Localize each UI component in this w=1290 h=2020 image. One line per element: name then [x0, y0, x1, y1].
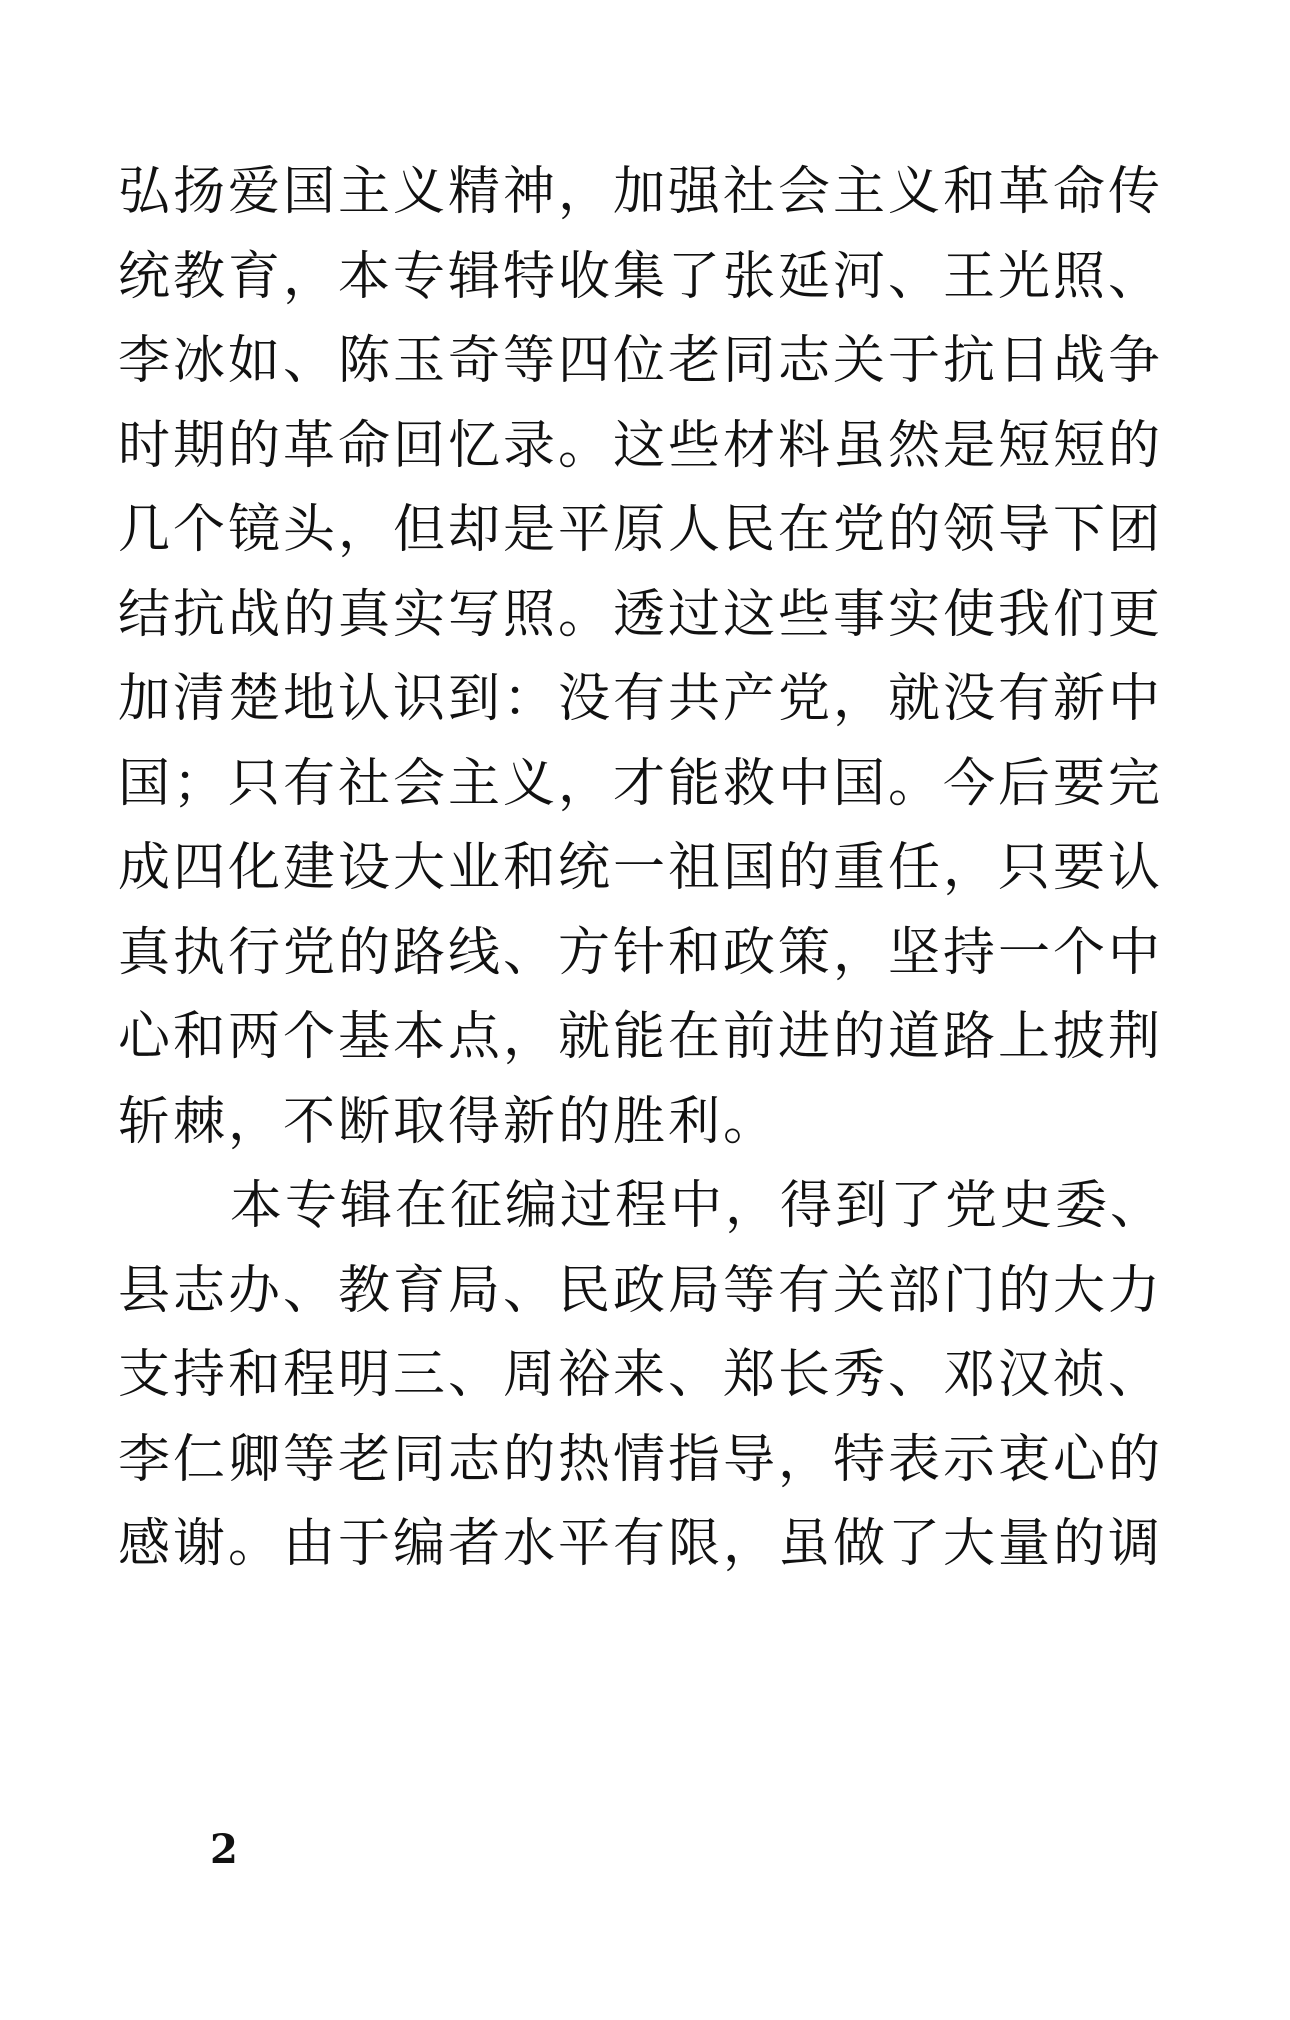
text-line: 斩棘，不断取得新的胜利。: [118, 1091, 779, 1152]
text-line: 统教育，本专辑特收集了张延河、王光照、: [118, 246, 1164, 307]
text-line: 结抗战的真实写照。透过这些事实使我们更: [118, 584, 1164, 645]
body-text: [118, 150, 1178, 1587]
text-line: 真执行党的路线、方针和政策，坚持一个中: [118, 922, 1164, 983]
page-number: 2: [210, 1826, 238, 1873]
text-line: 心和两个基本点，就能在前进的道路上披荆: [118, 1007, 1164, 1067]
text-line: 几个镜头，但却是平原人民在党的领导下团: [118, 500, 1164, 560]
text-line: 李仁卿等老同志的热情指导，特表示衷心的: [118, 1429, 1164, 1490]
text-line: 成四化建设大业和统一祖国的重任，只要认: [118, 838, 1164, 898]
text-line: 时期的革命回忆录。这些材料虽然是短短的: [118, 415, 1164, 476]
text-line: 国；只有社会主义，才能救中国。今后要完: [118, 753, 1164, 814]
text-line: 弘扬爱国主义精神，加强社会主义和革命传: [118, 162, 1164, 222]
text-line: 县志办、教育局、民政局等有关部门的大力: [118, 1260, 1164, 1321]
text-line: 感谢。由于编者水平有限，虽做了大量的调: [118, 1514, 1164, 1574]
text-line: 李冰如、陈玉奇等四位老同志关于抗日战争: [118, 331, 1164, 391]
text-line-paragraph-start: 本专辑在征编过程中，得到了党史委、: [230, 1176, 1166, 1236]
text-line: 加清楚地认识到：没有共产党，就没有新中: [118, 669, 1164, 729]
text-line: 支持和程明三、周裕来、郑长秀、邓汉祯、: [118, 1345, 1164, 1405]
